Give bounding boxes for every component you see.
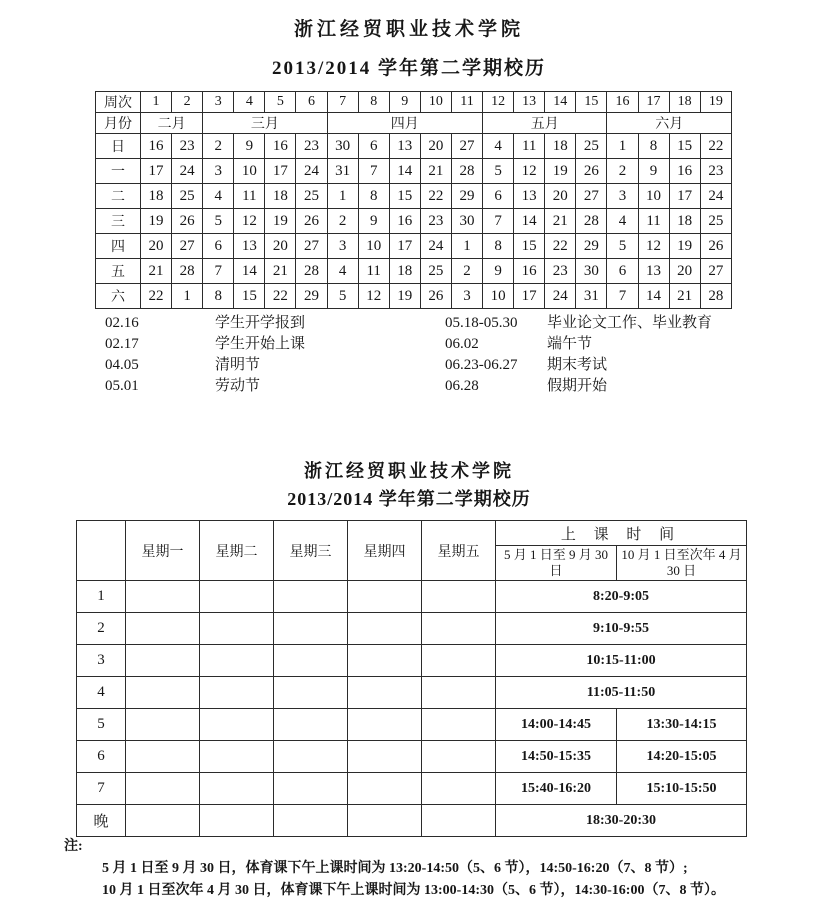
date-cell: 11 (358, 259, 389, 284)
date-cell: 16 (389, 209, 420, 234)
date-cell: 13 (514, 184, 545, 209)
class-time-winter-cell: 14:20-15:05 (617, 741, 747, 773)
date-cell: 20 (141, 234, 172, 259)
schedule-note (64, 836, 725, 902)
schedule-row (77, 709, 747, 741)
date-cell: 19 (141, 209, 172, 234)
date-cell: 2 (451, 259, 482, 284)
date-cell: 7 (483, 209, 514, 234)
event-date: 05.18-05.30 (445, 315, 518, 331)
date-cell: 17 (669, 184, 700, 209)
date-cell: 12 (638, 234, 669, 259)
note-line-summer: 5 月 1 日至 9 月 30 日，体育课下午上课时间为 13:20-14:50（5、6 节），14:50-16:20（7、8 节）; (102, 861, 688, 876)
date-cell: 30 (451, 209, 482, 234)
date-cell: 24 (420, 234, 451, 259)
schedule-slot-cell (274, 677, 348, 709)
week-number-cell: 1 (141, 92, 172, 113)
date-cell: 21 (265, 259, 296, 284)
date-cell: 26 (296, 209, 327, 234)
date-cell: 8 (638, 134, 669, 159)
schedule-slot-cell (274, 613, 348, 645)
schedule-slot-cell (348, 805, 422, 837)
weekday-header-friday: 星期五 (422, 521, 496, 581)
date-cell: 27 (576, 184, 607, 209)
date-cell: 14 (514, 209, 545, 234)
weekday-header-monday: 星期一 (126, 521, 200, 581)
date-cell: 15 (669, 134, 700, 159)
date-cell: 8 (203, 284, 234, 309)
date-cell: 1 (327, 184, 358, 209)
schedule-slot-cell (348, 645, 422, 677)
date-cell: 19 (545, 159, 576, 184)
event-date: 04.05 (105, 357, 139, 373)
day-of-week-label: 五 (96, 259, 141, 284)
schedule-slot-cell (274, 773, 348, 805)
date-cell: 8 (483, 234, 514, 259)
date-cell: 25 (420, 259, 451, 284)
calendar-day-row (96, 209, 732, 234)
date-cell: 22 (700, 134, 731, 159)
date-cell: 27 (451, 134, 482, 159)
week-number-cell: 18 (669, 92, 700, 113)
date-cell: 28 (172, 259, 203, 284)
date-cell: 10 (483, 284, 514, 309)
date-cell: 16 (265, 134, 296, 159)
period-cell: 5 (77, 709, 126, 741)
schedule-slot-cell (126, 773, 200, 805)
schedule-slot-cell (422, 581, 496, 613)
date-cell: 28 (451, 159, 482, 184)
date-cell: 31 (576, 284, 607, 309)
date-cell: 5 (327, 284, 358, 309)
time-period-summer-header: 5 月 1 日至 9 月 30 日 (496, 546, 617, 581)
date-cell: 17 (389, 234, 420, 259)
date-cell: 6 (607, 259, 638, 284)
date-cell: 23 (545, 259, 576, 284)
date-cell: 1 (172, 284, 203, 309)
date-cell: 26 (576, 159, 607, 184)
date-cell: 19 (389, 284, 420, 309)
class-time-winter-cell: 13:30-14:15 (617, 709, 747, 741)
date-cell: 2 (607, 159, 638, 184)
event-row (105, 334, 712, 355)
class-time-cell: 9:10-9:55 (496, 613, 747, 645)
class-time-summer-cell: 14:50-15:35 (496, 741, 617, 773)
date-cell: 6 (483, 184, 514, 209)
date-cell: 17 (141, 159, 172, 184)
date-cell: 26 (700, 234, 731, 259)
date-cell: 24 (545, 284, 576, 309)
date-cell: 12 (234, 209, 265, 234)
date-cell: 9 (483, 259, 514, 284)
class-time-cell: 11:05-11:50 (496, 677, 747, 709)
schedule-slot-cell (200, 805, 274, 837)
day-of-week-label: 二 (96, 184, 141, 209)
event-date: 02.16 (105, 315, 139, 331)
event-date: 06.28 (445, 378, 479, 394)
event-label: 清明节 (215, 357, 261, 373)
schedule-slot-cell (200, 581, 274, 613)
date-cell: 2 (327, 209, 358, 234)
date-cell: 24 (700, 184, 731, 209)
schedule-slot-cell (348, 581, 422, 613)
date-cell: 4 (607, 209, 638, 234)
date-cell: 11 (234, 184, 265, 209)
schedule-slot-cell (274, 645, 348, 677)
month-row (96, 113, 732, 134)
date-cell: 9 (638, 159, 669, 184)
date-cell: 21 (545, 209, 576, 234)
date-cell: 28 (296, 259, 327, 284)
month-cell: 二月 (141, 113, 203, 134)
period-cell: 4 (77, 677, 126, 709)
calendar-title-block (0, 14, 818, 80)
event-label: 学生开学报到 (215, 315, 306, 331)
week-number-cell: 15 (576, 92, 607, 113)
date-cell: 14 (638, 284, 669, 309)
date-cell: 15 (389, 184, 420, 209)
date-cell: 18 (141, 184, 172, 209)
date-cell: 10 (638, 184, 669, 209)
schedule-slot-cell (422, 709, 496, 741)
date-cell: 3 (451, 284, 482, 309)
note-label: 注: (64, 839, 83, 854)
class-time-summer-cell: 14:00-14:45 (496, 709, 617, 741)
date-cell: 18 (265, 184, 296, 209)
event-label: 学生开始上课 (215, 336, 306, 352)
date-cell: 1 (607, 134, 638, 159)
schedule-row (77, 677, 747, 709)
event-date: 06.02 (445, 336, 479, 352)
schedule-slot-cell (274, 709, 348, 741)
calendar-day-row (96, 134, 732, 159)
schedule-slot-cell (348, 709, 422, 741)
date-cell: 8 (358, 184, 389, 209)
date-cell: 21 (420, 159, 451, 184)
schedule-slot-cell (200, 645, 274, 677)
date-cell: 15 (234, 284, 265, 309)
class-time-cell: 10:15-11:00 (496, 645, 747, 677)
schedule-slot-cell (274, 581, 348, 613)
date-cell: 16 (141, 134, 172, 159)
class-schedule-table (76, 520, 747, 837)
event-label: 端午节 (547, 336, 593, 352)
period-cell: 3 (77, 645, 126, 677)
date-cell: 4 (483, 134, 514, 159)
period-cell: 晚 (77, 805, 126, 837)
date-cell: 25 (576, 134, 607, 159)
date-cell: 4 (203, 184, 234, 209)
date-cell: 7 (607, 284, 638, 309)
class-time-header: 上 课 时 间 (496, 521, 747, 546)
schedule-row (77, 645, 747, 677)
event-row (105, 355, 712, 376)
date-cell: 20 (265, 234, 296, 259)
date-cell: 2 (203, 134, 234, 159)
date-cell: 24 (172, 159, 203, 184)
week-number-cell: 10 (420, 92, 451, 113)
date-cell: 29 (451, 184, 482, 209)
event-row (105, 313, 712, 334)
schedule-slot-cell (348, 773, 422, 805)
week-number-cell: 14 (545, 92, 576, 113)
week-number-cell: 4 (234, 92, 265, 113)
date-cell: 16 (669, 159, 700, 184)
weekday-header-thursday: 星期四 (348, 521, 422, 581)
month-cell: 五月 (483, 113, 607, 134)
date-cell: 26 (420, 284, 451, 309)
date-cell: 6 (358, 134, 389, 159)
date-cell: 15 (514, 234, 545, 259)
schedule-row (77, 741, 747, 773)
period-cell: 6 (77, 741, 126, 773)
date-cell: 22 (141, 284, 172, 309)
class-time-summer-cell: 15:40-16:20 (496, 773, 617, 805)
week-number-cell: 2 (172, 92, 203, 113)
period-cell: 7 (77, 773, 126, 805)
date-cell: 5 (607, 234, 638, 259)
schedule-slot-cell (200, 709, 274, 741)
week-number-cell: 12 (483, 92, 514, 113)
schedule-row (77, 773, 747, 805)
calendar-day-row (96, 184, 732, 209)
period-cell: 1 (77, 581, 126, 613)
week-number-cell: 5 (265, 92, 296, 113)
date-cell: 22 (420, 184, 451, 209)
schedule-title-block (0, 457, 818, 511)
schedule-slot-cell (126, 805, 200, 837)
month-cell: 四月 (327, 113, 482, 134)
week-number-cell: 7 (327, 92, 358, 113)
day-of-week-label: 六 (96, 284, 141, 309)
date-cell: 17 (514, 284, 545, 309)
schedule-slot-cell (422, 645, 496, 677)
schedule-slot-cell (126, 677, 200, 709)
event-label: 毕业论文工作、毕业教育 (547, 315, 713, 331)
date-cell: 27 (296, 234, 327, 259)
schedule-slot-cell (200, 741, 274, 773)
class-time-cell: 8:20-9:05 (496, 581, 747, 613)
schedule-slot-cell (126, 709, 200, 741)
date-cell: 3 (327, 234, 358, 259)
week-number-cell: 3 (203, 92, 234, 113)
semester-calendar-table (95, 91, 732, 309)
date-cell: 23 (420, 209, 451, 234)
weekday-header-tuesday: 星期二 (200, 521, 274, 581)
date-cell: 10 (358, 234, 389, 259)
date-cell: 9 (358, 209, 389, 234)
date-cell: 16 (514, 259, 545, 284)
date-cell: 12 (358, 284, 389, 309)
week-number-cell: 9 (389, 92, 420, 113)
date-cell: 30 (576, 259, 607, 284)
schedule-slot-cell (422, 773, 496, 805)
period-column-header (77, 521, 126, 581)
date-cell: 9 (234, 134, 265, 159)
date-cell: 23 (172, 134, 203, 159)
schedule-slot-cell (422, 805, 496, 837)
date-cell: 13 (638, 259, 669, 284)
date-cell: 25 (700, 209, 731, 234)
event-label: 劳动节 (215, 378, 261, 394)
date-cell: 25 (296, 184, 327, 209)
date-cell: 18 (389, 259, 420, 284)
date-cell: 11 (514, 134, 545, 159)
schedule-slot-cell (200, 613, 274, 645)
date-cell: 3 (203, 159, 234, 184)
event-date: 05.01 (105, 378, 139, 394)
schedule-slot-cell (274, 805, 348, 837)
calendar-day-row (96, 284, 732, 309)
date-cell: 31 (327, 159, 358, 184)
date-cell: 18 (669, 209, 700, 234)
date-cell: 25 (172, 184, 203, 209)
schedule-slot-cell (126, 645, 200, 677)
period-cell: 2 (77, 613, 126, 645)
date-cell: 23 (700, 159, 731, 184)
date-cell: 7 (358, 159, 389, 184)
week-header-label: 周次 (96, 92, 141, 113)
date-cell: 20 (420, 134, 451, 159)
schedule-header-row (77, 521, 747, 546)
date-cell: 12 (514, 159, 545, 184)
schedule-slot-cell (348, 741, 422, 773)
week-number-cell: 11 (451, 92, 482, 113)
college-name: 浙江经贸职业技术学院 (293, 19, 524, 40)
day-of-week-label: 三 (96, 209, 141, 234)
date-cell: 3 (607, 184, 638, 209)
semester-calendar-title: 2013/2014 学年第二学期校历 (287, 489, 531, 509)
semester-calendar-title: 2013/2014 学年第二学期校历 (271, 58, 547, 79)
date-cell: 14 (389, 159, 420, 184)
event-date: 02.17 (105, 336, 139, 352)
date-cell: 19 (669, 234, 700, 259)
date-cell: 27 (172, 234, 203, 259)
date-cell: 21 (669, 284, 700, 309)
schedule-slot-cell (422, 613, 496, 645)
calendar-day-row (96, 234, 732, 259)
event-row (105, 376, 712, 397)
day-of-week-label: 一 (96, 159, 141, 184)
schedule-row (77, 805, 747, 837)
schedule-slot-cell (348, 613, 422, 645)
schedule-slot-cell (200, 773, 274, 805)
schedule-slot-cell (422, 741, 496, 773)
event-date: 06.23-06.27 (445, 357, 518, 373)
schedule-slot-cell (200, 677, 274, 709)
date-cell: 22 (265, 284, 296, 309)
day-of-week-label: 四 (96, 234, 141, 259)
event-label: 期末考试 (547, 357, 608, 373)
month-cell: 六月 (607, 113, 732, 134)
date-cell: 27 (700, 259, 731, 284)
date-cell: 14 (234, 259, 265, 284)
class-time-winter-cell: 15:10-15:50 (617, 773, 747, 805)
date-cell: 13 (234, 234, 265, 259)
week-number-cell: 17 (638, 92, 669, 113)
schedule-slot-cell (274, 741, 348, 773)
date-cell: 21 (141, 259, 172, 284)
date-cell: 1 (451, 234, 482, 259)
date-cell: 7 (203, 259, 234, 284)
month-cell: 三月 (203, 113, 327, 134)
schedule-row (77, 581, 747, 613)
date-cell: 11 (638, 209, 669, 234)
date-cell: 30 (327, 134, 358, 159)
calendar-day-row (96, 159, 732, 184)
class-time-cell: 18:30-20:30 (496, 805, 747, 837)
date-cell: 10 (234, 159, 265, 184)
note-line-winter: 10 月 1 日至次年 4 月 30 日，体育课下午上课时间为 13:00-14:30（5、6 节），14:30-16:00（7、8 节）。 (102, 883, 725, 898)
date-cell: 23 (296, 134, 327, 159)
date-cell: 5 (483, 159, 514, 184)
date-cell: 22 (545, 234, 576, 259)
calendar-day-row (96, 259, 732, 284)
date-cell: 28 (576, 209, 607, 234)
date-cell: 29 (576, 234, 607, 259)
date-cell: 5 (203, 209, 234, 234)
schedule-slot-cell (422, 677, 496, 709)
week-number-cell: 19 (700, 92, 731, 113)
college-name: 浙江经贸职业技术学院 (304, 461, 514, 481)
date-cell: 28 (700, 284, 731, 309)
event-label: 假期开始 (547, 378, 608, 394)
date-cell: 17 (265, 159, 296, 184)
week-number-cell: 16 (607, 92, 638, 113)
schedule-slot-cell (126, 581, 200, 613)
weekday-header-wednesday: 星期三 (274, 521, 348, 581)
week-number-cell: 6 (296, 92, 327, 113)
schedule-slot-cell (348, 677, 422, 709)
date-cell: 4 (327, 259, 358, 284)
key-dates-list (105, 313, 712, 397)
schedule-slot-cell (126, 741, 200, 773)
date-cell: 13 (389, 134, 420, 159)
date-cell: 26 (172, 209, 203, 234)
date-cell: 19 (265, 209, 296, 234)
time-period-winter-header: 10 月 1 日至次年 4 月 30 日 (617, 546, 747, 581)
month-header-label: 月份 (96, 113, 141, 134)
date-cell: 20 (545, 184, 576, 209)
day-of-week-label: 日 (96, 134, 141, 159)
date-cell: 18 (545, 134, 576, 159)
date-cell: 24 (296, 159, 327, 184)
week-number-cell: 8 (358, 92, 389, 113)
week-number-row (96, 92, 732, 113)
schedule-slot-cell (126, 613, 200, 645)
date-cell: 20 (669, 259, 700, 284)
week-number-cell: 13 (514, 92, 545, 113)
schedule-row (77, 613, 747, 645)
date-cell: 29 (296, 284, 327, 309)
date-cell: 6 (203, 234, 234, 259)
